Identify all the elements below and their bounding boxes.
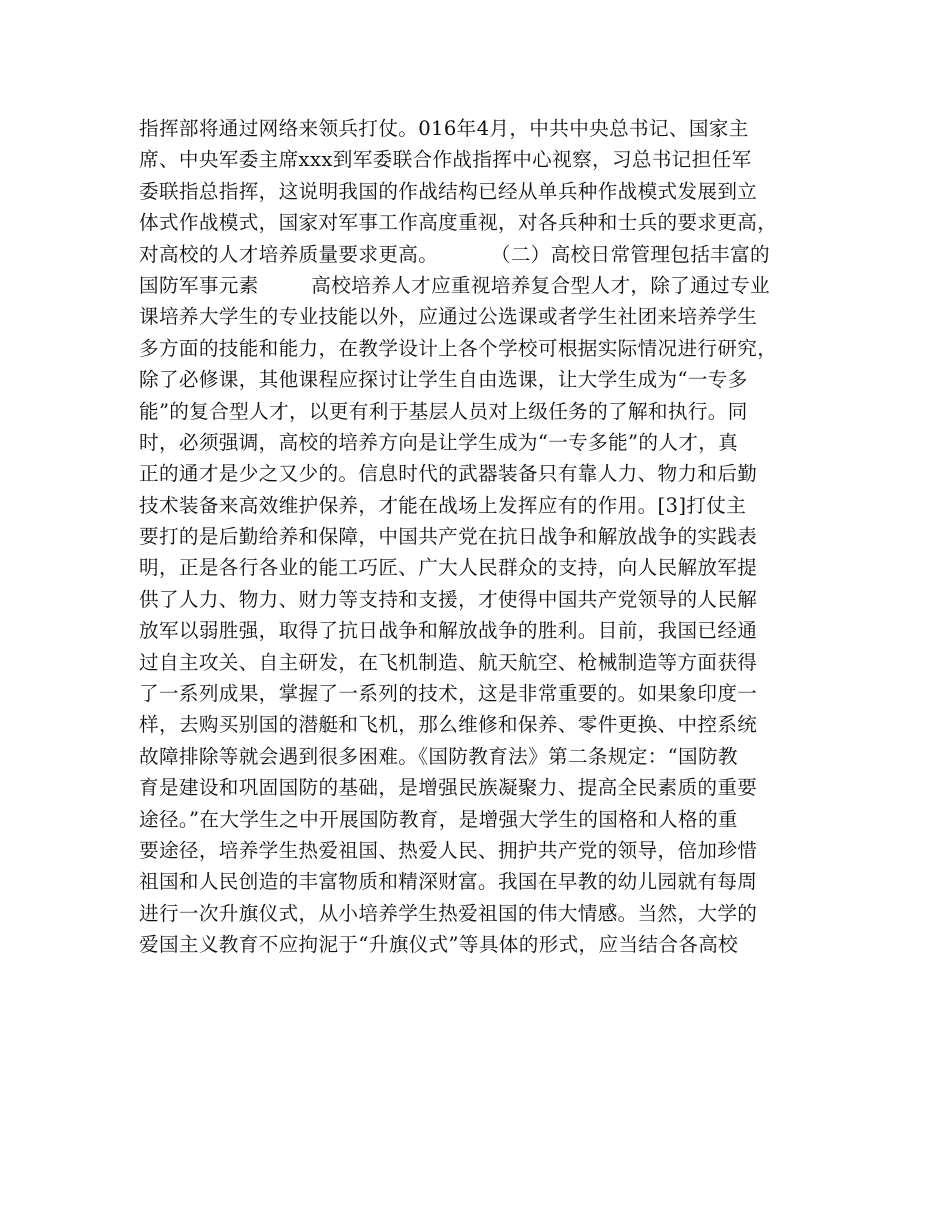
body-text [139, 113, 829, 961]
text-line: 课培养大学生的专业技能以外，应通过公选课或者学生社团来培养学生 [139, 305, 758, 329]
text-line: 明，正是各行各业的能工巧匠、广大人民群众的支持，向人民解放军提 [139, 556, 758, 580]
text-line: 正的通才是少之又少的。信息时代的武器装备只有靠人力、物力和后勤 [139, 462, 758, 486]
text-line: 故障排除等就会遇到很多困难。《国防教育法》第二条规定：“国防教 [139, 744, 738, 768]
text-line: 对高校的人才培养质量要求更高。 （二）高校日常管理包括丰富的 [139, 242, 770, 266]
text-line: 委联指总指挥，这说明我国的作战结构已经从单兵种作战模式发展到立 [139, 179, 758, 203]
text-line: 多方面的技能和能力，在教学设计上各个学校可根据实际情况进行研究， [139, 336, 778, 360]
text-line: 指挥部将通过网络来领兵打仗。016年4月，中共中央总书记、国家主 [139, 117, 749, 140]
text-line: 了一系列成果，掌握了一系列的技术，这是非常重要的。如果象印度一 [139, 682, 758, 706]
text-line: 进行一次升旗仪式，从小培养学生热爱祖国的伟大情感。当然，大学的 [139, 901, 758, 925]
text-line: 育是建设和巩固国防的基础，是增强民族凝聚力、提高全民素质的重要 [139, 776, 758, 800]
text-line: 祖国和人民创造的丰富物质和精深财富。我国在早教的幼儿园就有每周 [139, 870, 758, 894]
text-line: 要打的是后勤给养和保障，中国共产党在抗日战争和解放战争的实践表 [139, 525, 758, 549]
text-line: 样，去购买别国的潜艇和飞机，那么维修和保养、零件更换、中控系统 [139, 713, 758, 737]
text-line: 体式作战模式，国家对军事工作高度重视，对各兵种和士兵的要求更高， [139, 211, 778, 235]
text-line: 国防军事元素 高校培养人才应重视培养复合型人才，除了通过专业 [139, 273, 770, 297]
text-line: 技术装备来高效维护保养，才能在战场上发挥应有的作用。[3]打仗主 [139, 493, 747, 517]
text-line: 能”的复合型人才，以更有利于基层人员对上级任务的了解和执行。同 [139, 399, 748, 423]
text-line: 放军以弱胜强，取得了抗日战争和解放战争的胜利。目前，我国已经通 [139, 619, 758, 643]
text-line: 时，必须强调，高校的培养方向是让学生成为“一专多能”的人才，真 [139, 430, 739, 454]
text-line: 除了必修课，其他课程应探讨让学生自由选课，让大学生成为“一专多 [139, 368, 748, 392]
text-line: 供了人力、物力、财力等支持和支援，才使得中国共产党领导的人民解 [139, 587, 758, 611]
text-line: 要途径，培养学生热爱祖国、热爱人民、拥护共产党的领导，倍加珍惜 [139, 838, 758, 862]
text-line: 过自主攻关、自主研发，在飞机制造、航天航空、枪械制造等方面获得 [139, 650, 758, 674]
text-line: 爱国主义教育不应拘泥于“升旗仪式”等具体的形式，应当结合各高校 [139, 933, 739, 957]
text-line: 途径。”在大学生之中开展国防教育，是增强大学生的国格和人格的重 [139, 807, 738, 831]
text-line: 席、中央军委主席xxx到军委联合作战指挥中心视察，习总书记担任军 [139, 148, 752, 172]
